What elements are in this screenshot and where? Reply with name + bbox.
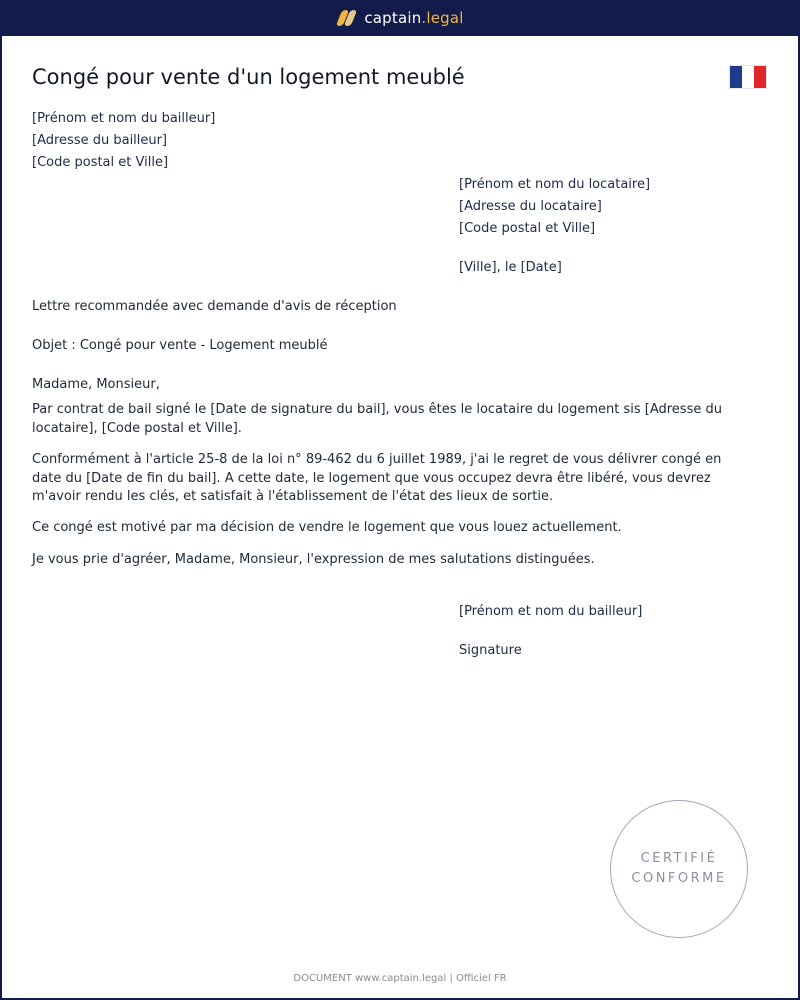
footer-text: DOCUMENT www.captain.legal | Officiel FR — [293, 973, 507, 984]
tenant-city: [Code postal et Ville] — [459, 221, 596, 236]
certified-seal — [610, 800, 748, 938]
letter-subject: Objet : Congé pour vente - Logement meublé — [32, 338, 328, 353]
landlord-name: [Prénom et nom du bailleur] — [32, 111, 216, 126]
seal-line-2: CONFORME — [631, 871, 727, 886]
header-bar — [0, 0, 800, 36]
paragraph-closing: Je vous prie d'agréer, Madame, Monsieur, l'expression de mes salutations distinguées. — [32, 552, 595, 567]
place-date: [Ville], le [Date] — [459, 260, 562, 275]
brand-name[interactable] — [364, 9, 463, 27]
landlord-address: [Adresse du bailleur] — [32, 133, 168, 148]
document-title: Congé pour vente d'un logement meublé — [32, 65, 465, 89]
signature-label: Signature — [459, 643, 522, 658]
tenant-name: [Prénom et nom du locataire] — [459, 177, 651, 192]
landlord-city: [Code postal et Ville] — [32, 155, 169, 170]
delivery-mode: Lettre recommandée avec demande d'avis de réception — [32, 299, 397, 314]
signer-name: [Prénom et nom du bailleur] — [459, 604, 643, 619]
paragraph-lease: Par contrat de bail signé le [Date de signature du bail], vous êtes le locataire du logement sis [Adresse du locataire], [Code postal et Ville]. — [32, 402, 722, 436]
paragraph-notice: Conformément à l'article 25-8 de la loi n° 89-462 du 6 juillet 1989, j'ai le regret de vous délivrer congé en date du [Date de fin du bail]. A cette date, le logement que vous occupez devra être libéré, vous devrez m'avoir rendu les clés, et satisfait à l'établissement de l'état des lieux de sortie. — [32, 452, 722, 504]
landlord-address-block — [32, 108, 215, 174]
brand-name-suffix: .legal — [421, 9, 464, 27]
france-flag-icon — [729, 65, 767, 89]
seal-line-1: CERTIFIÉ — [640, 851, 718, 866]
captain-legal-logo-icon — [336, 9, 356, 27]
paragraph-motive: Ce congé est motivé par ma décision de vendre le logement que vous louez actuellement. — [32, 520, 622, 535]
brand-name-main: captain — [364, 9, 422, 27]
tenant-address-block — [459, 174, 650, 240]
salutation: Madame, Monsieur, — [32, 377, 160, 392]
tenant-address: [Adresse du locataire] — [459, 199, 602, 214]
